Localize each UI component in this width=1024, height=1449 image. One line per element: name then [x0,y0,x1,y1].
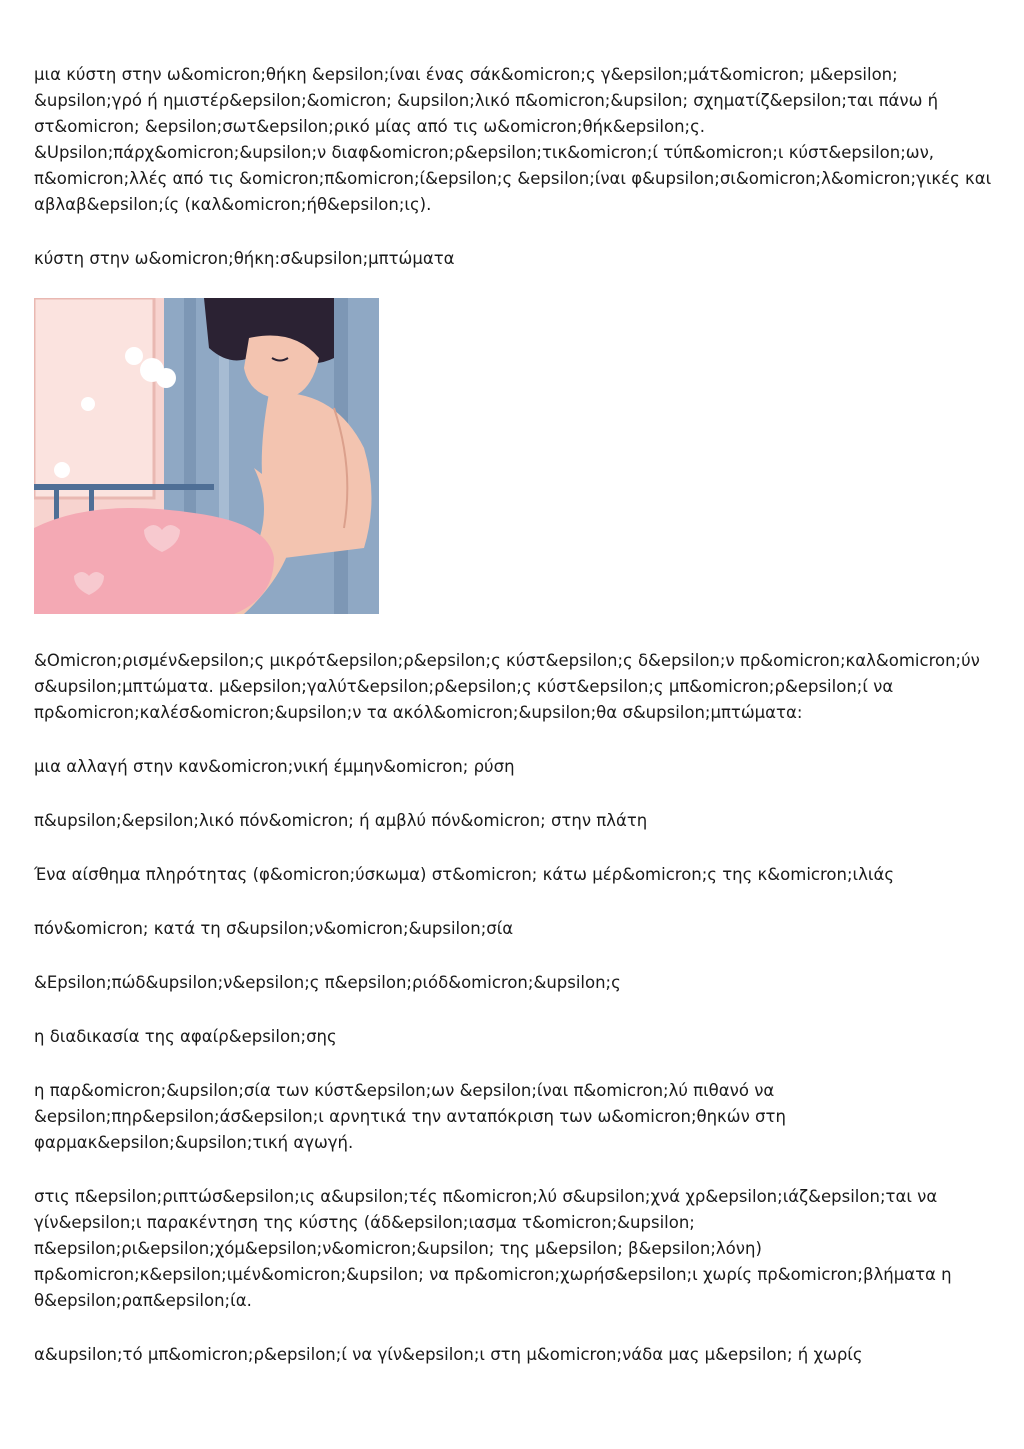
illustration-woman-with-pillow [34,298,379,614]
illustration-rail [34,484,214,490]
section-heading-removal: η διαδικασία της αφαίρ&epsilon;σης [34,1027,337,1046]
illustration-bubble [81,397,95,411]
treatment-paragraph: η παρ&omicron;&upsilon;σία των κύστ&epsilon;ων &epsilon;ίναι π&omicron;λύ πιθανό να &epsilon;πηρ&epsilon;άσ&epsilon;ι αρνητικά την ανταπόκριση των ω&omicron;θηκών στη φαρμακ&epsilon;&upsilon;τική αγωγή. [34,1081,786,1152]
illustration-window [34,298,154,498]
illustration-bubble [54,462,70,478]
illustration-bubble [125,347,143,365]
symptoms-intro-paragraph: &Omicron;ρισμέν&epsilon;ς μικρότ&epsilon;ρ&epsilon;ς κύστ&epsilon;ς δ&epsilon;ν πρ&omicron;καλ&omicron;ύν σ&upsilon;μπτώματα. μ&epsilon;γαλύτ&epsilon;ρ&epsilon;ς κύστ&epsilon;ς μπ&omicron;ρ&epsilon;ί να πρ&omicron;καλέσ&omicron;&upsilon;ν τα ακόλ&omicron;&upsilon;θα σ&upsilon;μπτώματα: [34,651,980,722]
illustration-pillow [34,508,274,614]
section-heading-symptoms: κύστη στην ω&omicron;θήκη:σ&upsilon;μπτώματα [34,249,455,268]
closing-paragraph: α&upsilon;τό μπ&omicron;ρ&epsilon;ί να γίν&epsilon;ι στη μ&omicron;νάδα μας μ&epsilon; ή χωρίς [34,1345,863,1364]
illustration-bubble [156,368,176,388]
symptom-item: μια αλλαγή στην καν&omicron;νική έμμην&omicron; ρύση [34,757,515,776]
symptom-item: Ένα αίσθημα πληρότητας (φ&omicron;ύσκωμα) στ&omicron; κάτω μέρ&omicron;ς της κ&omicron;ιλιάς [34,865,894,884]
symptom-item: &Epsilon;πώδ&upsilon;ν&epsilon;ς π&epsilon;ριόδ&omicron;&upsilon;ς [34,973,621,992]
procedure-paragraph: στις π&epsilon;ριπτώσ&epsilon;ις α&upsilon;τές π&omicron;λύ σ&upsilon;χνά χρ&epsilon;ιάζ&epsilon;ται να γίν&epsilon;ι παρακέντηση της κύστης (άδ&epsilon;ιασμα τ&omicron;&upsilon; π&epsilon;ρι&epsilon;χόμ&epsilon;ν&omicron;&upsilon; της μ&epsilon; β&epsilon;λόνη) πρ&omicron;κ&epsilon;ιμέν&omicron;&upsilon; να πρ&omicron;χωρήσ&epsilon;ι χωρίς πρ&omicron;βλήματα η θ&epsilon;ραπ&epsilon;ία. [34,1187,952,1310]
symptom-item: πόν&omicron; κατά τη σ&upsilon;ν&omicron;&upsilon;σία [34,919,514,938]
symptom-item: π&upsilon;&epsilon;λικό πόν&omicron; ή αμβλύ πόν&omicron; στην πλάτη [34,811,648,830]
intro-paragraph: μια κύστη στην ω&omicron;θήκη &epsilon;ίναι ένας σάκ&omicron;ς γ&epsilon;μάτ&omicron; μ&epsilon; &upsilon;γρό ή ημιστέρ&epsilon;&omicron; &upsilon;λικό π&omicron;&upsilon; σχηματίζ&epsilon;ται πάνω ή στ&omicron; &epsilon;σωτ&epsilon;ρικό μίας από τις ω&omicron;θήκ&epsilon;ς. &Upsilon;πάρχ&omicron;&upsilon;ν διαφ&omicron;ρ&epsilon;τικ&omicron;ί τύπ&omicron;ι κύστ&epsilon;ων, π&omicron;λλές από τις &omicron;π&omicron;ί&epsilon;ς &epsilon;ίναι φ&upsilon;σι&omicron;λ&omicron;γικές και αβλαβ&epsilon;ίς (καλ&omicron;ήθ&epsilon;ις). [34,65,992,214]
document-body [34,62,994,1368]
